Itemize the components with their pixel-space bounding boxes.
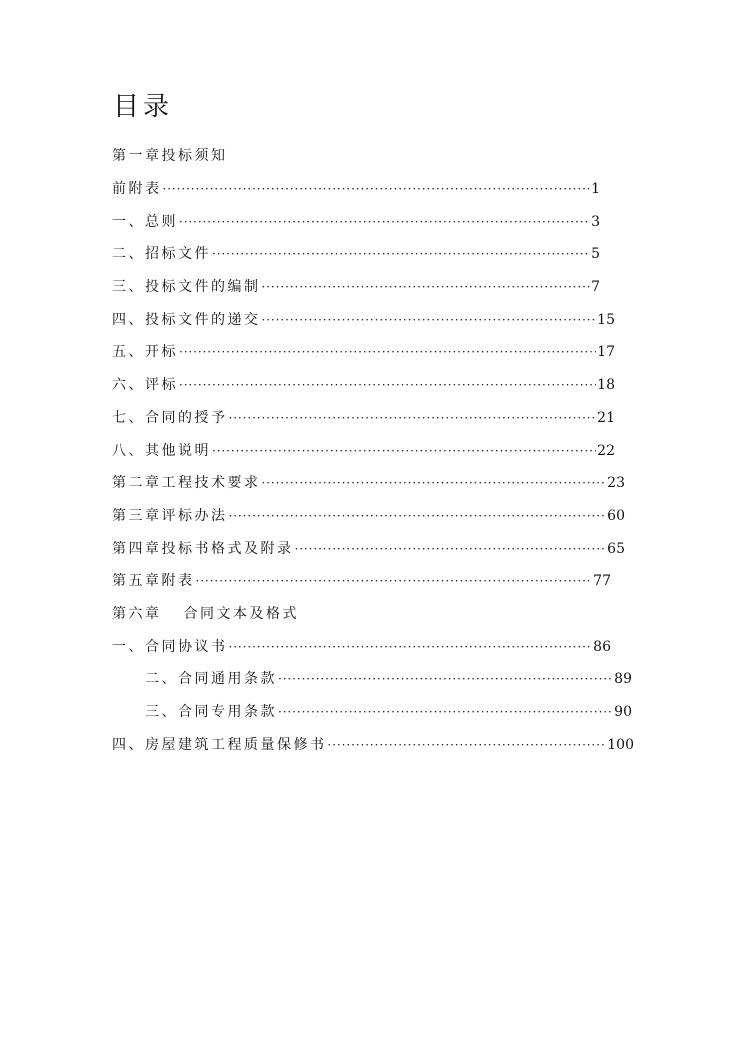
toc-entry[interactable] [0,467,744,500]
toc-entry-label: 五、开标 [112,344,178,361]
toc-page-number: 5 [591,246,600,263]
toc-entry-label: 三、投标文件的编制 [112,279,261,296]
toc-entry-label: 第五章附表 [112,573,195,590]
toc-entry[interactable] [0,728,744,761]
toc-page-number: 77 [593,573,611,590]
toc-heading [0,140,744,173]
toc-entry-label: 第四章投标书格式及附录 [112,540,294,557]
toc-entry[interactable] [0,532,744,565]
toc-entry[interactable] [0,173,744,206]
dot-leader [262,473,607,493]
dot-leader [179,375,596,395]
toc-page-number: 18 [597,377,615,394]
toc-entry-label: 七、合同的授予 [112,409,228,426]
toc-heading [0,598,744,631]
toc-entry-label: 第一章投标须知 [112,148,228,165]
toc-chapter-title: 合同文本及格式 [183,605,299,622]
dot-leader [212,244,590,264]
toc-entry-label: 六、评标 [112,377,178,394]
toc-page-number: 22 [597,442,615,459]
toc-entry[interactable] [0,303,744,336]
toc-page-number: 86 [593,638,611,655]
toc-title: 目录 [113,92,174,122]
toc-entry[interactable] [0,369,744,402]
toc-entry-label: 四、投标文件的递交 [112,311,261,328]
dot-leader [295,539,607,559]
toc-entry-label: 第二章工程技术要求 [112,475,261,492]
toc-entry-label: 二、合同通用条款 [145,671,277,688]
toc-entry[interactable] [0,271,744,304]
toc-entry-label: 四、房屋建筑工程质量保修书 [112,736,327,753]
toc-entry-label: 第三章评标办法 [112,507,228,524]
dot-leader [278,669,613,689]
toc-page-number: 17 [597,344,615,361]
toc-entry-label: 三、合同专用条款 [145,704,277,721]
toc-entry[interactable] [0,238,744,271]
toc-entry[interactable] [0,402,744,435]
table-of-contents [0,140,744,761]
toc-entry-label: 八、其他说明 [112,442,211,459]
dot-leader [262,277,591,297]
toc-entry-label: 前附表 [112,181,162,198]
dot-leader [163,179,591,199]
toc-entry[interactable] [0,500,744,533]
toc-entry[interactable] [0,205,744,238]
toc-entry[interactable] [0,663,744,696]
dot-leader [262,310,597,330]
toc-page-number: 23 [607,475,625,492]
toc-entry-label: 一、合同协议书 [112,638,228,655]
toc-entry[interactable] [0,630,744,663]
toc-entry[interactable] [0,434,744,467]
toc-page-number: 65 [607,540,625,557]
toc-entry[interactable] [0,336,744,369]
toc-entry-label: 一、总则 [112,213,178,230]
toc-entry[interactable] [0,565,744,598]
toc-page-number: 21 [597,409,615,426]
toc-entry[interactable] [0,696,744,729]
toc-page-number: 15 [597,311,615,328]
dot-leader [179,342,596,362]
dot-leader [278,702,613,722]
toc-page-number: 89 [614,671,632,688]
toc-page-number: 60 [607,507,625,524]
dot-leader [196,571,593,591]
dot-leader [179,212,590,232]
dot-leader [229,506,607,526]
toc-chapter-number: 第六章 [112,605,162,622]
toc-page-number: 100 [607,736,634,753]
dot-leader [229,637,593,657]
toc-page-number: 90 [614,704,632,721]
dot-leader [229,408,597,428]
toc-page-number: 7 [591,279,600,296]
dot-leader [212,441,596,461]
toc-page-number: 3 [591,213,600,230]
dot-leader [328,735,607,755]
toc-entry-label: 二、招标文件 [112,246,211,263]
toc-page-number: 1 [591,181,600,198]
